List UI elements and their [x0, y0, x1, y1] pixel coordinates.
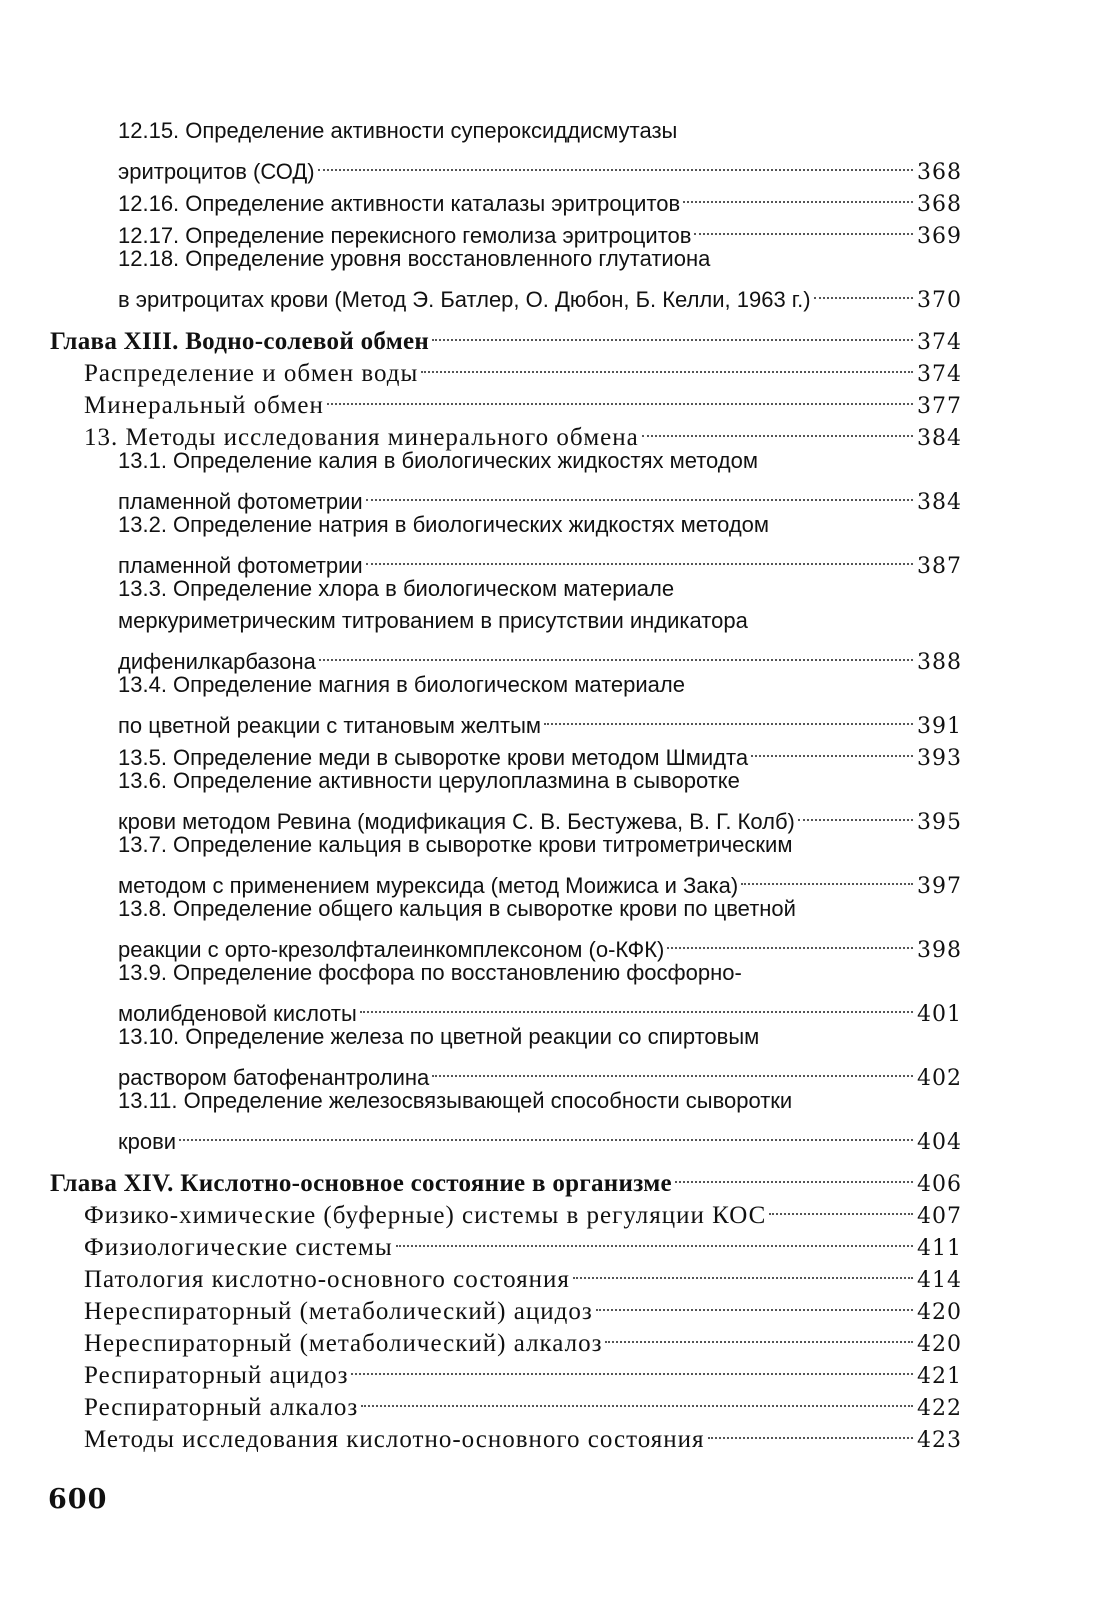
- toc-entry-title: меркуриметрическим титрованием в присутствии индикатора: [118, 608, 748, 633]
- dot-leader: [366, 477, 913, 509]
- toc-entry-method: [50, 1021, 962, 1091]
- toc-line: [50, 765, 962, 797]
- toc-entry-method: [50, 1085, 962, 1155]
- toc-page-number: 391: [917, 714, 962, 739]
- toc-line: [50, 1085, 962, 1117]
- toc-entry-method: [50, 733, 962, 771]
- toc-entry-section: [50, 1287, 962, 1325]
- toc-page-number: 423: [917, 1428, 962, 1453]
- toc-entry-method: [50, 211, 962, 249]
- toc-line: [50, 381, 962, 419]
- toc-entry-title: 12.15. Определение активности супероксиддисмутазы: [118, 118, 678, 143]
- toc-page-number: 398: [917, 938, 962, 963]
- dot-leader: [366, 541, 913, 573]
- toc-page-number: 422: [917, 1396, 962, 1421]
- dot-leader: [361, 1383, 913, 1415]
- toc-entry-title: Методы исследования кислотно-основного состояния: [84, 1426, 705, 1453]
- toc-page-number: 420: [917, 1332, 962, 1357]
- toc-line: [50, 1223, 962, 1261]
- dot-leader: [179, 1117, 913, 1149]
- toc-line: [50, 1159, 962, 1197]
- toc-entry-section: [50, 1319, 962, 1357]
- dot-leader: [327, 381, 913, 413]
- toc-line: [50, 1191, 962, 1229]
- toc-line: [50, 1319, 962, 1357]
- toc-entry-title: 13.4. Определение магния в биологическом материале: [118, 672, 685, 697]
- dot-leader: [421, 349, 913, 381]
- toc-line: [50, 413, 962, 451]
- dot-leader: [573, 1255, 913, 1287]
- dot-leader: [751, 733, 913, 765]
- toc-line: [50, 509, 962, 541]
- toc-entry-chapter: [50, 1159, 962, 1197]
- dot-leader: [675, 1159, 913, 1191]
- toc-entry-title: крови методом Ревина (модификация С. В. Бестужева, В. Г. Колб): [118, 809, 795, 834]
- toc-page-number: 370: [917, 288, 962, 313]
- toc-entry-title: 12.18. Определение уровня восстановленного глутатиона: [118, 246, 711, 271]
- toc-entry-section: [50, 1223, 962, 1261]
- toc-line: [50, 701, 962, 739]
- toc-entry-section: [50, 1351, 962, 1389]
- toc-page-number: 411: [917, 1236, 962, 1261]
- toc-entry-title: Нереспираторный (метаболический) ацидоз: [84, 1298, 593, 1325]
- toc-page-number: 374: [917, 362, 962, 387]
- toc-line: [50, 605, 962, 637]
- toc-line: [50, 957, 962, 989]
- dot-leader: [605, 1319, 913, 1351]
- toc-entry-title: Физиологические системы: [84, 1234, 393, 1261]
- dot-leader: [642, 413, 913, 445]
- toc-line: [50, 989, 962, 1027]
- toc-entry-method: [50, 829, 962, 899]
- toc-entry-title: в эритроцитах крови (Метод Э. Батлер, О. Дюбон, Б. Келли, 1963 г.): [118, 287, 811, 312]
- toc-entry-title: пламенной фотометрии: [118, 489, 363, 514]
- dot-leader: [360, 989, 913, 1021]
- toc-line: [50, 733, 962, 771]
- toc-line: [50, 477, 962, 515]
- toc-entry-title: 13.9. Определение фосфора по восстановлению фосфорно-: [118, 960, 742, 985]
- dot-leader: [319, 637, 913, 669]
- toc-entry-section: [50, 1415, 962, 1453]
- toc-line: [50, 1351, 962, 1389]
- toc-page-number: 420: [917, 1300, 962, 1325]
- toc-page-number: 393: [917, 746, 962, 771]
- toc-entry-section: [50, 349, 962, 387]
- toc-page-number: 387: [917, 554, 962, 579]
- toc-page-number: 421: [917, 1364, 962, 1389]
- toc-entry-method: [50, 765, 962, 835]
- toc-page-number: 368: [917, 160, 962, 185]
- toc-entry-title: Патология кислотно-основного состояния: [84, 1266, 570, 1293]
- toc-entry-title: Минеральный обмен: [84, 392, 324, 419]
- toc-line: [50, 573, 962, 605]
- toc-page-number: 384: [917, 426, 962, 451]
- toc-line: [50, 445, 962, 477]
- toc-entry-title: 13.3. Определение хлора в биологическом материале: [118, 576, 675, 601]
- toc-entry-title: 13. Методы исследования минерального обмена: [84, 424, 639, 451]
- toc-line: [50, 1415, 962, 1453]
- dot-leader: [432, 317, 913, 349]
- page-number: 600: [48, 1484, 108, 1515]
- toc-entry-section: [50, 1383, 962, 1421]
- toc-entry-title: 13.7. Определение кальция в сыворотке крови титрометрическим: [118, 832, 793, 857]
- toc-line: [50, 275, 962, 313]
- toc-entry-title: по цветной реакции с титановым желтым: [118, 713, 542, 738]
- toc-line: [50, 893, 962, 925]
- toc-entry-title: 13.11. Определение железосвязывающей способности сыворотки: [118, 1088, 793, 1113]
- toc-line: [50, 1053, 962, 1091]
- toc-page-number: 414: [917, 1268, 962, 1293]
- toc-entry-title: 13.10. Определение железа по цветной реакции со спиртовым: [118, 1024, 760, 1049]
- toc-entry-method: [50, 115, 962, 185]
- toc-page-number: 377: [917, 394, 962, 419]
- toc-entry-title: Глава XIV. Кислотно-основное состояние в организме: [50, 1170, 672, 1197]
- toc-entry-title: Респираторный ацидоз: [84, 1362, 349, 1389]
- toc-page-number: 388: [917, 650, 962, 675]
- toc-entry-title: Респираторный алкалоз: [84, 1394, 359, 1421]
- dot-leader: [708, 1415, 914, 1447]
- toc-line: [50, 349, 962, 387]
- toc-entry-method: [50, 893, 962, 963]
- dot-leader: [318, 147, 913, 179]
- toc-entry-section: [50, 413, 962, 451]
- toc-line: [50, 669, 962, 701]
- toc-entry-section: [50, 1191, 962, 1229]
- toc-entry-title: Нереспираторный (метаболический) алкалоз: [84, 1330, 603, 1357]
- toc-line: [50, 147, 962, 185]
- toc-page-number: 395: [917, 810, 962, 835]
- dot-leader: [351, 1351, 913, 1383]
- toc-page-number: 406: [917, 1172, 962, 1197]
- toc-entry-method: [50, 957, 962, 1027]
- toc-line: [50, 211, 962, 249]
- dot-leader: [667, 925, 913, 957]
- toc-line: [50, 1383, 962, 1421]
- toc-page-number: 402: [917, 1066, 962, 1091]
- toc-line: [50, 797, 962, 835]
- dot-leader: [769, 1191, 913, 1223]
- toc-page-number: 384: [917, 490, 962, 515]
- toc-entry-title: 13.6. Определение активности церулоплазмина в сыворотке: [118, 768, 740, 793]
- toc-entry-method: [50, 179, 962, 217]
- dot-leader: [798, 797, 913, 829]
- toc-line: [50, 179, 962, 217]
- toc-entry-method: [50, 243, 962, 313]
- toc-entry-title: крови: [118, 1129, 177, 1154]
- toc-entry-title: эритроцитов (СОД): [118, 159, 315, 184]
- toc-entry-title: 12.16. Определение активности каталазы эритроцитов: [118, 191, 681, 216]
- toc-page-number: 368: [917, 192, 962, 217]
- toc-page-number: 374: [917, 330, 962, 355]
- table-of-contents: [50, 115, 962, 1453]
- toc-line: [50, 317, 962, 355]
- toc-page-number: 404: [917, 1130, 962, 1155]
- toc-entry-title: раствором батофенантролина: [118, 1065, 430, 1090]
- toc-line: [50, 925, 962, 963]
- toc-entry-title: 13.5. Определение меди в сыворотке крови методом Шмидта: [118, 745, 749, 770]
- toc-page-number: 397: [917, 874, 962, 899]
- toc-entry-title: Глава XIII. Водно-солевой обмен: [50, 328, 430, 355]
- dot-leader: [432, 1053, 913, 1085]
- toc-entry-method: [50, 509, 962, 579]
- toc-line: [50, 1287, 962, 1325]
- toc-page-number: 369: [917, 224, 962, 249]
- toc-entry-title: молибденовой кислоты: [118, 1001, 357, 1026]
- toc-entry-title: дифенилкарбазона: [118, 649, 316, 674]
- toc-line: [50, 1021, 962, 1053]
- toc-entry-title: реакции с орто-крезолфталеинкомплексоном (о-КФК): [118, 937, 665, 962]
- toc-page-number: 401: [917, 1002, 962, 1027]
- toc-entry-section: [50, 1255, 962, 1293]
- toc-entry-section: [50, 381, 962, 419]
- toc-entry-chapter: [50, 317, 962, 355]
- toc-entry-title: 12.17. Определение перекисного гемолиза эритроцитов: [118, 223, 692, 248]
- dot-leader: [694, 211, 913, 243]
- toc-entry-title: Распределение и обмен воды: [84, 360, 419, 387]
- dot-leader: [396, 1223, 913, 1255]
- toc-entry-title: 13.1. Определение калия в биологических жидкостях методом: [118, 448, 759, 473]
- toc-entry-title: Физико-химические (буферные) системы в регуляции КОС: [84, 1202, 767, 1229]
- toc-entry-title: методом с применением мурексида (метод Моижиса и Зака): [118, 873, 739, 898]
- dot-leader: [741, 861, 913, 893]
- toc-entry-method: [50, 573, 962, 675]
- dot-leader: [814, 275, 913, 307]
- toc-line: [50, 861, 962, 899]
- toc-line: [50, 829, 962, 861]
- toc-line: [50, 1117, 962, 1155]
- dot-leader: [683, 179, 913, 211]
- toc-line: [50, 541, 962, 579]
- dot-leader: [544, 701, 913, 733]
- toc-line: [50, 637, 962, 675]
- toc-entry-method: [50, 445, 962, 515]
- toc-line: [50, 243, 962, 275]
- toc-entry-title: 13.8. Определение общего кальция в сыворотке крови по цветной: [118, 896, 796, 921]
- toc-entry-method: [50, 669, 962, 739]
- toc-entry-title: пламенной фотометрии: [118, 553, 363, 578]
- toc-entry-title: 13.2. Определение натрия в биологических жидкостях методом: [118, 512, 770, 537]
- toc-line: [50, 1255, 962, 1293]
- toc-page-number: 407: [917, 1204, 962, 1229]
- dot-leader: [596, 1287, 913, 1319]
- toc-line: [50, 115, 962, 147]
